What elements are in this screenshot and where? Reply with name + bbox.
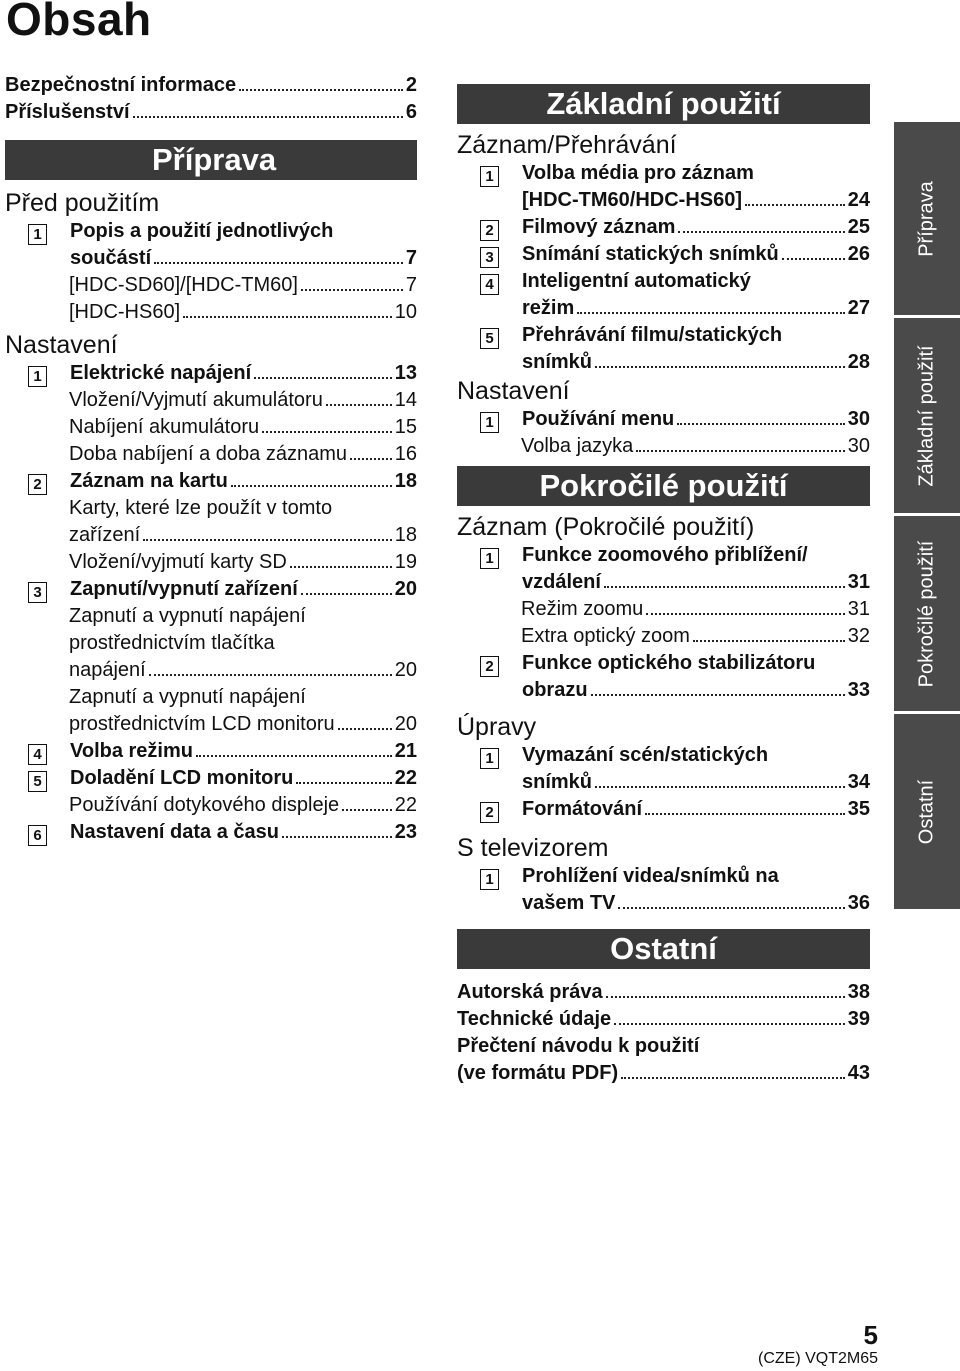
toc-entry-safety[interactable]: Bezpečnostní informace 2	[5, 74, 417, 96]
toc-entry-tv[interactable]: 1 Prohlížení videa/snímků na vašem TV 36	[457, 863, 870, 917]
toc-subentry-touch[interactable]: Používání dotykového displeje 22	[69, 794, 417, 816]
toc-entry-copyright[interactable]: Autorská práva 38	[457, 981, 870, 1003]
toc-entry-card-recording[interactable]: 2 Záznam na kartu 18	[5, 468, 417, 495]
toc-subentry-lcd[interactable]: prostřednictvím LCD monitoru 20	[69, 713, 417, 735]
number-box: 4	[480, 274, 499, 295]
toc-subentry-zoom-mode[interactable]: Režim zoomu 31	[521, 598, 870, 620]
toc-subentry-cards-line1: Karty, které lze použít v tomto	[69, 497, 333, 519]
toc-entry-stabilizer[interactable]: 2 Funkce optického stabilizátoru obrazu 33	[457, 650, 870, 704]
number-box: 5	[480, 328, 499, 349]
toc-subentry-button[interactable]: napájení 20	[69, 659, 417, 681]
number-box: 1	[28, 224, 47, 245]
number-box: 6	[28, 825, 47, 846]
number-box: 1	[480, 166, 499, 187]
section-banner-advanced: Pokročilé použití	[457, 466, 870, 506]
toc-entry-playback[interactable]: 5 Přehrávání filmu/statických snímků 28	[457, 322, 870, 376]
toc-entry-parts[interactable]: 1 Popis a použití jednotlivých součástí 7	[5, 218, 417, 272]
toc-subentry-extra-zoom[interactable]: Extra optický zoom 32	[521, 625, 870, 647]
number-box: 1	[28, 366, 47, 387]
section-heading-record-advanced: Záznam (Pokročilé použití)	[457, 513, 755, 541]
document-code: (CZE) VQT2M65	[757, 1350, 878, 1367]
section-heading-before-use: Před použitím	[5, 189, 160, 217]
toc-subentry-language[interactable]: Volba jazyka 30	[521, 435, 870, 457]
toc-entry-specs[interactable]: Technické údaje 39	[457, 1008, 870, 1030]
right-column	[457, 84, 870, 1087]
tab-pokrocile-pouziti[interactable]: Pokročilé použití	[894, 516, 960, 711]
toc-subentry-button-line2: prostřednictvím tlačítka	[69, 632, 275, 654]
number-box: 5	[28, 771, 47, 792]
left-column	[5, 72, 417, 846]
toc-entry-pdf[interactable]: (ve formátu PDF) 43	[457, 1062, 870, 1084]
section-heading-edit: Úpravy	[457, 713, 537, 741]
side-tabs	[894, 122, 960, 912]
toc-entry-movie[interactable]: 2 Filmový záznam 25	[457, 214, 870, 241]
number-box: 1	[480, 548, 499, 569]
section-heading-record-play: Záznam/Přehrávání	[457, 131, 677, 159]
number-box: 2	[480, 656, 499, 677]
number-box: 3	[28, 582, 47, 603]
page-number: 5	[863, 1320, 878, 1350]
toc-entry-pdf-line1: Přečtení návodu k použití	[457, 1035, 700, 1057]
toc-subentry-button-line1: Zapnutí a vypnutí napájení	[69, 605, 306, 627]
toc-subentry-lcd-line1: Zapnutí a vypnutí napájení	[69, 686, 306, 708]
toc-entry-media[interactable]: 1 Volba média pro záznam [HDC-TM60/HDC-HS60] 24	[457, 160, 870, 214]
number-box: 3	[480, 247, 499, 268]
toc-entry-mode[interactable]: 4 Volba režimu 21	[5, 738, 417, 765]
tab-priprava[interactable]: Příprava	[894, 122, 960, 315]
toc-subentry-hs60[interactable]: [HDC-HS60] 10	[69, 301, 417, 323]
section-heading-settings-right: Nastavení	[457, 377, 570, 405]
toc-entry-format[interactable]: 2 Formátování 35	[457, 796, 870, 823]
toc-entry-date-time[interactable]: 6 Nastavení data a času 23	[5, 819, 417, 846]
page-title: Obsah	[6, 0, 152, 45]
toc-entry-still[interactable]: 3 Snímání statických snímků 26	[457, 241, 870, 268]
number-box: 2	[480, 802, 499, 823]
section-heading-settings: Nastavení	[5, 331, 118, 359]
toc-entry-power-onoff[interactable]: 3 Zapnutí/vypnutí zařízení 20	[5, 576, 417, 603]
number-box: 1	[480, 869, 499, 890]
section-banner-priprava: Příprava	[5, 140, 417, 180]
toc-entry-delete[interactable]: 1 Vymazání scén/statických snímků 34	[457, 742, 870, 796]
number-box: 1	[480, 412, 499, 433]
number-box: 1	[480, 748, 499, 769]
toc-entry-power[interactable]: 1 Elektrické napájení 13	[5, 360, 417, 387]
tab-zakladni-pouziti[interactable]: Základní použití	[894, 318, 960, 513]
toc-subentry-cards[interactable]: zařízení 18	[69, 524, 417, 546]
section-heading-tv: S televizorem	[457, 834, 609, 862]
toc-subentry-sd60-tm60[interactable]: [HDC-SD60]/[HDC-TM60] 7	[69, 274, 417, 296]
section-banner-other: Ostatní	[457, 929, 870, 969]
number-box: 2	[28, 474, 47, 495]
toc-entry-lcd-adjust[interactable]: 5 Doladění LCD monitoru 22	[5, 765, 417, 792]
number-box: 2	[480, 220, 499, 241]
toc-entry-intelligent-auto[interactable]: 4 Inteligentní automatický režim 27	[457, 268, 870, 322]
tab-ostatni[interactable]: Ostatní	[894, 714, 960, 909]
section-banner-basic: Základní použití	[457, 84, 870, 124]
toc-subentry-sd-insert[interactable]: Vložení/vyjmutí karty SD 19	[69, 551, 417, 573]
toc-entry-zoom[interactable]: 1 Funkce zoomového přiblížení/ vzdálení 31	[457, 542, 870, 596]
toc-subentry-charge-time[interactable]: Doba nabíjení a doba záznamu 16	[69, 443, 417, 465]
toc-subentry-battery-insert[interactable]: Vložení/Vyjmutí akumulátoru 14	[69, 389, 417, 411]
toc-entry-accessories[interactable]: Příslušenství 6	[5, 101, 417, 123]
toc-subentry-battery-charge[interactable]: Nabíjení akumulátoru 15	[69, 416, 417, 438]
number-box: 4	[28, 744, 47, 765]
toc-entry-menu[interactable]: 1 Používání menu 30	[457, 406, 870, 433]
